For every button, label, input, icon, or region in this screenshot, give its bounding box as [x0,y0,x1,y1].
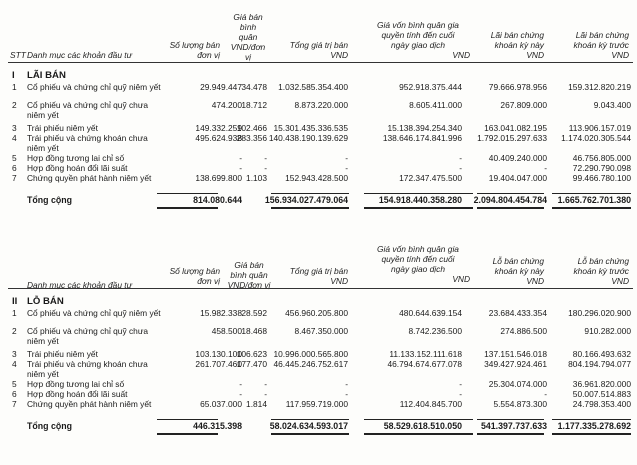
price-header2-line1: Giá bán [234,260,264,270]
total-double-rule [552,207,631,209]
total-double-rule [477,207,544,209]
price-header2-line3: VND/đơn vị [227,280,271,290]
row-stt: 5 [12,153,17,163]
row-cur-value: 1.792.015.297.633 [477,133,547,143]
total-rule [157,193,218,194]
row-qty-value: 29.949.447 [200,82,242,92]
row-cur-value: 23.684.433.354 [488,308,547,318]
row-price-value: - [264,379,267,389]
row-cur-value: - [544,389,547,399]
row-prev-value: 80.166.493.632 [572,349,631,359]
col-category-header: Danh mục các khoản đầu tư [27,50,132,60]
row-total-value: - [345,153,348,163]
row-stt: 2 [12,326,17,336]
row-total-value: 456.960.205.800 [285,308,348,318]
cost-header-line4: VND [452,50,470,60]
row-category: Cổ phiếu và chứng chỉ quỹ niêm yết [27,308,161,318]
row-prev-value: 180.296.020.900 [568,308,631,318]
total-double-rule [157,207,218,209]
row-qty-value: 65.037.000 [200,399,242,409]
row-qty-value: 138.699.800 [195,173,242,183]
qty-header2-line1: Số lượng bán [169,266,220,276]
price-header2-line2: bình quân [230,270,268,280]
row-price-value: 283.356 [236,133,267,143]
row-cost-value: 15.138.394.254.340 [387,123,462,133]
row-cur-value: 274.886.500 [500,326,547,336]
row-stt: 1 [12,82,17,92]
row-qty-value: - [239,163,242,173]
row-qty-value: 458.500 [211,326,242,336]
total-double-rule [364,207,473,209]
prev-header-line1: Lãi bán chứng [575,30,629,40]
row-price-value: 34.478 [241,82,267,92]
row-price-value: 177.470 [236,359,267,369]
cost-header-line1: Giá vốn bình quân gia [377,20,459,30]
total-rule [477,419,544,420]
row-total-value: 10.996.000.565.800 [273,349,348,359]
row-category: Cổ phiếu và chứng chỉ quỹ chưa niêm yết [27,326,149,346]
row-stt: 3 [12,349,17,359]
row-price-value: - [264,389,267,399]
row-cur-value: 79.666.978.956 [488,82,547,92]
profit-header-line3: VND [526,50,544,60]
profit-header-line2: khoán kỳ này [494,40,544,50]
row-prev-value: 1.174.020.305.544 [561,133,631,143]
row-cost-value: - [459,379,462,389]
row-qty-value: 261.707.460 [195,359,242,369]
total-rule [364,419,473,420]
row-prev-value: 9.043.400 [593,100,631,110]
row-cur-value: 5.554.873.300 [493,399,547,409]
row-cur-value: 349.427.924.461 [484,359,547,369]
row-qty-value: 103.130.100 [195,349,242,359]
row-total-value: 8.467.350.000 [294,326,348,336]
row-qty-value: - [239,389,242,399]
row-cur-value: 40.409.240.000 [488,153,547,163]
row-category: Trái phiếu và chứng khoán chưa niêm yết [27,359,148,379]
row-total-value: 152.943.428.500 [285,173,348,183]
row-cost-value: 46.794.674.677.078 [387,359,462,369]
row-prev-value: 46.756.805.000 [572,153,631,163]
loss-header-line3: VND [526,276,544,286]
row-cost-value: - [459,153,462,163]
total-rule [552,193,631,194]
qty-header-line1: Số lượng bán [169,40,220,50]
prevloss-header-line3: VND [611,276,629,286]
prev-header-line2: khoán kỳ trước [573,40,629,50]
total-double-rule [477,433,544,435]
total-header2-line2: VND [330,276,348,286]
col-price-header [222,12,274,62]
row-total-value: 15.301.435.336.535 [273,123,348,133]
price-header-line4: VND/đơn [230,42,266,52]
row-qty-value: - [239,153,242,163]
col-loss-header [478,256,544,286]
row-price-value: 102.466 [236,123,267,133]
col-cost-header [362,20,474,60]
row-stt: 5 [12,379,17,389]
total-prev-value: 1.665.762.701.380 [557,195,631,205]
section2-number: II [12,296,18,307]
row-stt: 2 [12,100,17,110]
cost-header2-line4: VND [452,274,470,284]
price-header-line1: Giá bán [233,12,263,22]
row-total-value: - [345,379,348,389]
total-double-rule [271,433,349,435]
row-cur-value: 137.151.546.018 [484,349,547,359]
row-qty-value: - [239,379,242,389]
row-prev-value: 36.961.820.000 [572,379,631,389]
row-total-value: - [345,389,348,399]
row-cost-value: 172.347.475.500 [399,173,462,183]
row-category: Trái phiếu niêm yết [27,123,98,133]
row-cost-value: 480.644.639.154 [399,308,462,318]
qty-header-line2: đơn vị [197,50,220,60]
loss-header-line2: khoán kỳ này [494,266,544,276]
total-cost-value: 154.918.440.358.280 [378,195,462,205]
price-header-line5: vị [244,52,252,62]
row-cost-value: 138.646.174.841.996 [382,133,462,143]
col-category-header-2: Danh mục các khoản đầu tư [27,280,132,290]
section1-title: LÃI BÁN [27,70,66,81]
row-stt: 6 [12,163,17,173]
row-prev-value: 24.798.353.400 [572,399,631,409]
row-qty-value: 15.982.338 [200,308,242,318]
row-total-value: - [345,163,348,173]
row-price-value: - [264,153,267,163]
total-rule [157,419,218,420]
col-prev-header [555,30,629,60]
row-category: Trái phiếu niêm yết [27,349,98,359]
total-cur-value: 541.397.737.633 [480,421,547,431]
total-double-rule [552,433,631,435]
row-price-value: 106.623 [236,349,267,359]
row-cur-value: 267.809.000 [500,100,547,110]
row-category: Cổ phiếu và chứng chỉ quỹ chưa niêm yết [27,100,149,120]
total-double-rule [157,433,218,435]
row-prev-value: 804.194.794.077 [568,359,631,369]
col-cost-header-2 [362,244,474,284]
col-stt-header: STT [10,50,26,60]
row-stt: 7 [12,399,17,409]
total-total-value: 156.934.027.479.064 [264,195,348,205]
row-stt: 6 [12,389,17,399]
row-qty-value: 149.332.259 [195,123,242,133]
row-cost-value: - [459,163,462,173]
row-cur-value: 25.304.074.000 [488,379,547,389]
total-double-rule [364,433,473,435]
cost-header-line2: quyền tính đến cuối [381,30,455,40]
row-cur-value: 163.041.082.195 [484,123,547,133]
row-prev-value: 159.312.820.219 [568,82,631,92]
row-cur-value: 19.404.047.000 [488,173,547,183]
col-qty-header-2 [158,266,220,286]
col-price-header-2 [222,260,276,290]
total-total-value: 58.024.634.593.017 [269,421,348,431]
row-stt: 7 [12,173,17,183]
row-total-value: 140.438.190.139.629 [268,133,348,143]
section1-number: I [12,70,15,81]
cost-header2-line2: quyền tính đến cuối [381,254,455,264]
row-stt: 4 [12,133,17,143]
total-prev-value: 1.177.335.278.692 [557,421,631,431]
total-rule [271,419,349,420]
row-category: Chứng quyền phát hành niêm yết [27,173,152,183]
qty-header2-line2: đơn vị [197,276,220,286]
row-category: Hợp đồng tương lai chỉ số [27,153,125,163]
total-header-line2: VND [330,50,348,60]
total-cost-value: 58.529.618.510.050 [383,421,462,431]
total-header-line1: Tổng giá trị bán [289,40,348,50]
loss-header-line1: Lỗ bán chứng [492,256,544,266]
row-stt: 4 [12,359,17,369]
col-prevloss-header [555,256,629,286]
row-category: Cổ phiếu và chứng chỉ quỹ niêm yết [27,82,161,92]
row-category: Hợp đồng tương lai chỉ số [27,379,125,389]
row-prev-value: 72.290.790.098 [572,163,631,173]
row-total-value: 1.032.585.354.400 [278,82,348,92]
row-total-value: 117.959.719.000 [285,399,348,409]
row-prev-value: 113.906.157.019 [568,123,631,133]
row-cost-value: 11.133.152.111.618 [389,349,462,359]
total-rule [364,193,473,194]
prevloss-header-line2: khoán kỳ trước [573,266,629,276]
prevloss-header-line1: Lỗ bán chứng [577,256,629,266]
price-header-line3: quân [238,32,258,42]
row-price-value: - [264,163,267,173]
col-qty-header [158,40,220,60]
col-total-header [272,40,348,60]
row-prev-value: 910.282.000 [584,326,631,336]
cost-header2-line3: ngày giao dịch [390,264,445,274]
row-category: Chứng quyền phát hành niêm yết [27,399,152,409]
row-cost-value: - [459,389,462,399]
row-price-value: 18.712 [241,100,267,110]
row-qty-value: 495.624.938 [195,133,242,143]
row-prev-value: 99.466.780.100 [572,173,631,183]
row-price-value: 1.103 [246,173,267,183]
header-divider-2 [8,288,633,289]
total-rule [552,419,631,420]
section2-title: LỖ BÁN [27,296,64,307]
total-double-rule [271,207,349,209]
row-category: Hợp đồng hoán đổi lãi suất [27,389,128,399]
total-qty-value: 814.080.644 [193,195,242,205]
cost-header2-line1: Giá vốn bình quân gia [377,244,459,254]
row-cost-value: 112.404.845.700 [399,399,462,409]
col-total-header-2 [272,266,348,286]
profit-header-line1: Lãi bán chứng [490,30,544,40]
header-divider [8,62,633,63]
row-price-value: 18.468 [241,326,267,336]
row-cur-value: - [544,163,547,173]
row-stt: 3 [12,123,17,133]
row-stt: 1 [12,308,17,318]
row-cost-value: 8.742.236.500 [408,326,462,336]
prev-header-line3: VND [611,50,629,60]
total-rule [477,193,544,194]
row-total-value: 46.445.246.752.617 [273,359,348,369]
total-header2-line1: Tổng giá trị bán [289,266,348,276]
price-header-line2: bình [239,22,257,32]
total-label: Tổng cộng [27,195,72,205]
total-rule [271,193,349,194]
total-label: Tổng cộng [27,421,72,431]
row-category: Trái phiếu và chứng khoán chưa niêm yết [27,133,148,153]
total-cur-value: 2.094.804.454.784 [473,195,547,205]
cost-header-line3: ngày giao dịch [390,40,445,50]
row-total-value: 8.873.220.000 [294,100,348,110]
row-price-value: 28.592 [241,308,267,318]
row-prev-value: 50.007.514.883 [572,389,631,399]
total-qty-value: 446.315.398 [193,421,242,431]
col-profit-header [478,30,544,60]
row-qty-value: 474.200 [211,100,242,110]
row-price-value: 1.814 [246,399,267,409]
row-cost-value: 952.918.375.444 [399,82,462,92]
row-cost-value: 8.605.411.000 [409,100,462,110]
row-category: Hợp đồng hoán đổi lãi suất [27,163,128,173]
